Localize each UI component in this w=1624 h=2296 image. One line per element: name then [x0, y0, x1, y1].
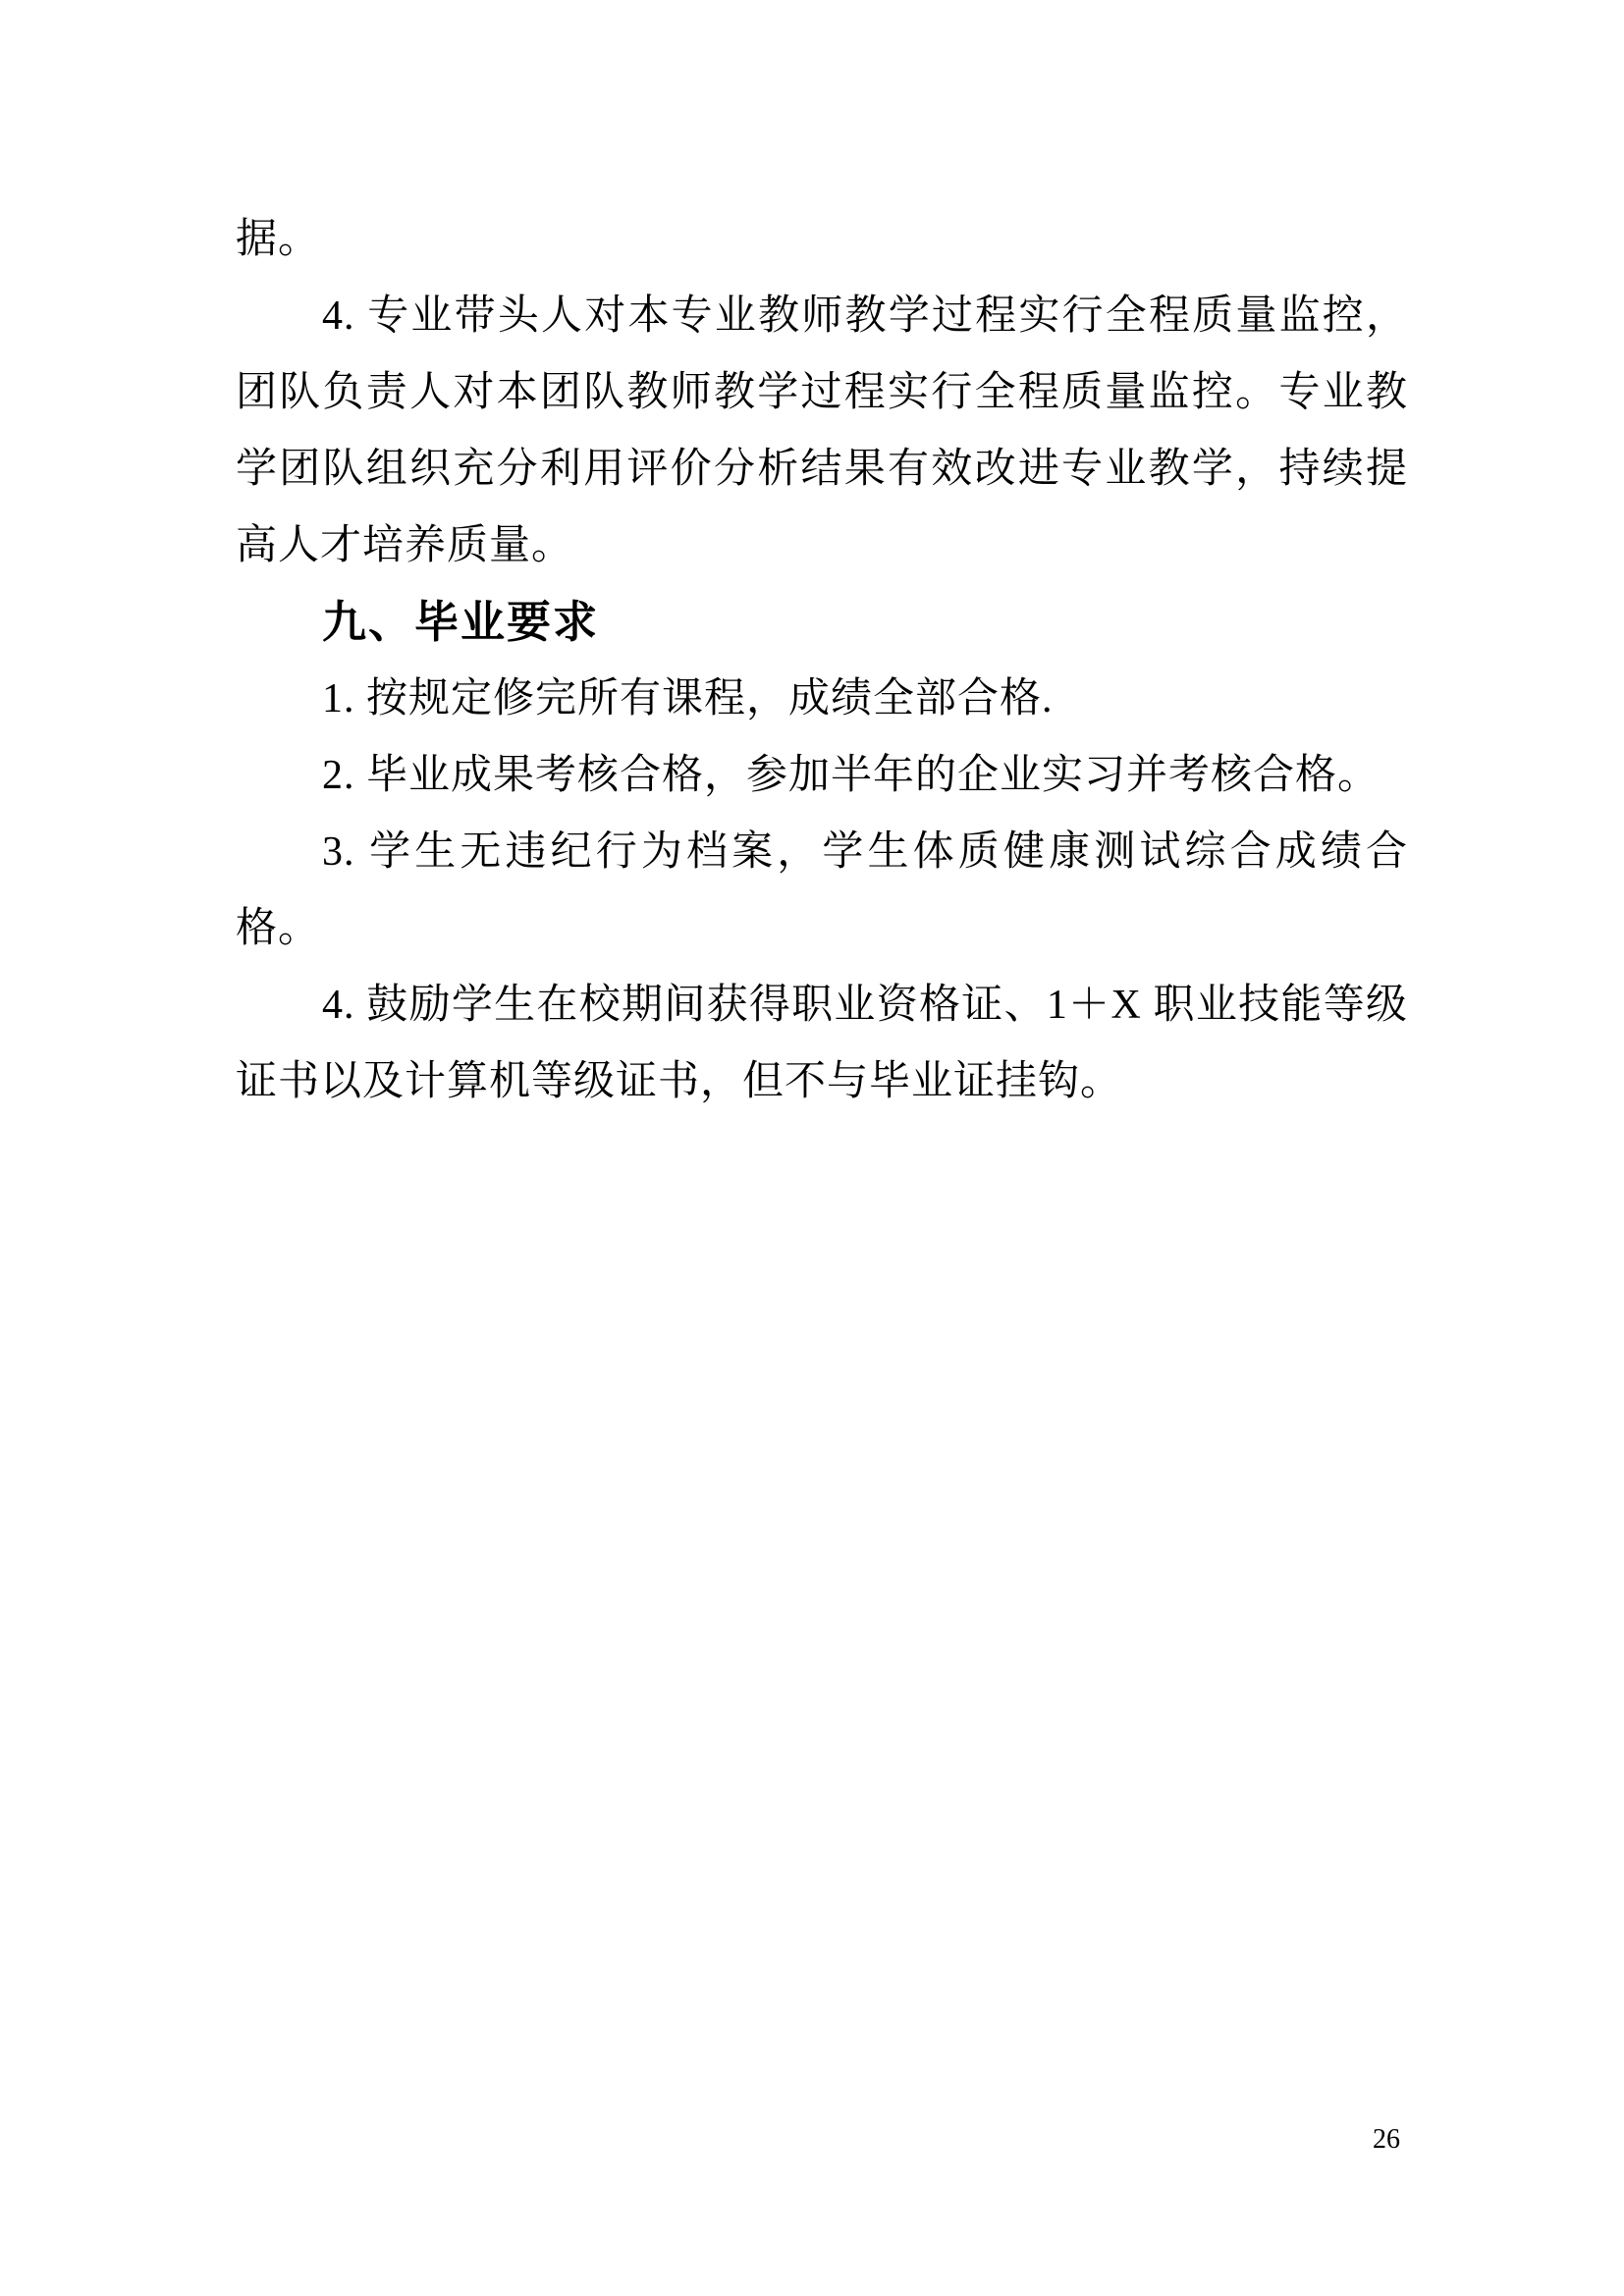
- list-item-4-quality-monitoring-line-3: 学团队组织充分利用评价分析结果有效改进专业教学，持续提: [236, 447, 1408, 492]
- list-item-4-quality-monitoring-line-1: 4. 专业带头人对本专业教师教学过程实行全程质量监控，: [322, 294, 1408, 339]
- paragraph-tail-line: 据。: [236, 217, 321, 262]
- section-heading-graduation-requirements: 九、毕业要求: [322, 597, 600, 647]
- text-block: [236, 201, 1408, 1120]
- requirement-item-3-conduct-fitness-line-1: 3. 学生无违纪行为档案，学生体质健康测试综合成绩合: [322, 829, 1408, 875]
- list-item-4-quality-monitoring-line-4: 高人才培养质量。: [236, 523, 574, 568]
- requirement-item-4-certificates-line-2: 证书以及计算机等级证书，但不与毕业证挂钩。: [236, 1059, 1123, 1104]
- list-item-4-quality-monitoring-line-2: 团队负责人对本团队教师教学过程实行全程质量监控。专业教: [236, 370, 1408, 415]
- requirement-item-2-graduation-assessment: 2. 毕业成果考核合格，参加半年的企业实习并考核合格。: [322, 753, 1380, 798]
- page-number: 26: [1373, 2124, 1400, 2155]
- requirement-item-1-courses-completed: 1. 按规定修完所有课程，成绩全部合格.: [322, 676, 1054, 721]
- requirement-item-4-certificates-line-1: 4. 鼓励学生在校期间获得职业资格证、1＋X 职业技能等级: [322, 983, 1408, 1028]
- requirement-item-3-conduct-fitness-line-2: 格。: [236, 906, 321, 951]
